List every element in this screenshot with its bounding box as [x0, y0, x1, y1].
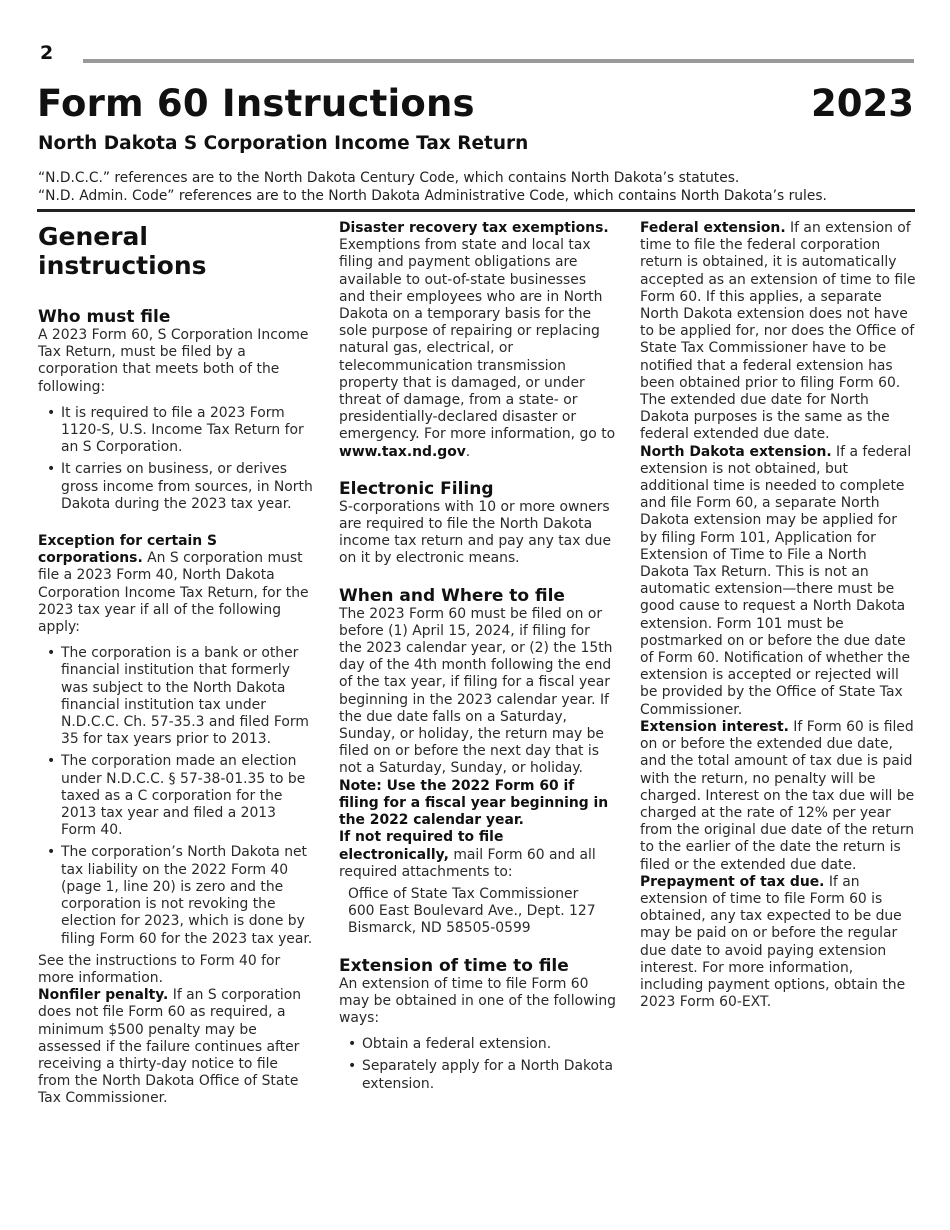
prepayment-lead: Prepayment of tax due. [640, 873, 825, 890]
prepayment-text: If an extension of time to file Form 60 is obtained, any tax expected to be due may be paid on or before the regular due date to avoid paying extension interest. For more information, including payment options, obtain the 2023 Form 60-EXT. [640, 873, 906, 1011]
column-1 [38, 220, 314, 1108]
list-item: • Obtain a federal extension. [339, 1036, 616, 1053]
exception-list [38, 645, 314, 947]
address-line: Bismarck, ND 58505-0599 [348, 920, 531, 937]
column-3 [640, 220, 916, 1011]
not-required-text: mail Form 60 and all required attachments to: [339, 846, 596, 880]
who-must-file-list [38, 405, 314, 513]
electronic-filing-heading: Electronic Filing [339, 478, 494, 499]
federal-extension-lead: Federal extension. [640, 220, 786, 236]
exception-lead: Exception for certain S corporations. [38, 533, 217, 567]
extension-interest-lead: Extension interest. [640, 718, 789, 735]
page-title: Form 60 Instructions [37, 82, 475, 125]
code-references [38, 169, 918, 205]
nd-extension-lead: North Dakota extension. [640, 443, 832, 460]
column-2 [339, 220, 616, 1098]
prepayment-paragraph [640, 874, 916, 1012]
disaster-lead: Disaster recovery tax exemptions. [339, 220, 609, 236]
who-must-file-intro: A 2023 Form 60, S Corporation Income Tax Return, must be filed by a corporation that meets both of the following: [38, 327, 309, 395]
federal-extension-text: If an extension of time to file the federal corporation return is obtained, it is automatically accepted as an extension of time to file Form 60. If this applies, a separate North Dakota extension does not have to be applied for, nor does the Office of State Tax Commissioner have to be notified that a federal extension has been obtained prior to filing Form 60. The extended due date for North Dakota purposes is the same as the federal extended due date. [640, 220, 916, 443]
electronic-filing-text: S-corporations with 10 or more owners are required to file the North Dakota income tax return and pay any tax due on it by electronic means. [339, 498, 611, 567]
top-rule [83, 59, 914, 63]
see-instructions-text: See the instructions to Form 40 for more information. [38, 952, 281, 986]
nonfiler-paragraph [38, 987, 314, 1107]
general-instructions-heading: General instructions [38, 222, 207, 280]
page-subtitle: North Dakota S Corporation Income Tax Return [38, 133, 529, 154]
ndcc-reference: “N.D.C.C.” references are to the North Dakota Century Code, which contains North Dakota’s statutes. [38, 170, 740, 186]
mailing-address [339, 886, 616, 938]
list-item: • It is required to file a 2023 Form 1120-S, U.S. Income Tax Return for an S Corporation. [38, 405, 314, 457]
list-item: • The corporation made an election under N.D.C.C. § 57-38-01.35 to be taxed as a C corporation for the 2013 tax year and filed a 2013 Form 40. [38, 753, 314, 839]
list-item: • The corporation is a bank or other financial institution that formerly was subject to the North Dakota financial institution tax under N.D.C.C. Ch. 57-35.3 and filed Form 35 for tax years prior to 2013. [38, 645, 314, 748]
nd-extension-text: If a federal extension is not obtained, but additional time is needed to complete and file Form 60, a separate North Dakota extension may be applied for by filing Form 101, Application for Extension of Time to File a North Dakota Tax Return. This is not an automatic extension—there must be good cause to request a North Dakota extension. Form 101 must be postmarked on or before the due date of Form 60. Notification of whether the extension is accepted or rejected will be provided by the Office of State Tax Commissioner. [640, 443, 912, 718]
extension-interest-text: If Form 60 is filed on or before the extended due date, and the total amount of tax due is paid with the return, no penalty will be charged. Interest on the tax due will be charged at the rate of 12% per year from the original due date of the return to the earlier of the date the return is filed or the extended due date. [640, 718, 915, 873]
extension-list [339, 1036, 616, 1093]
nonfiler-lead: Nonfiler penalty. [38, 987, 169, 1004]
exception-paragraph [38, 533, 314, 636]
fiscal-year-note: Note: Use the 2022 Form 60 if filing for a fiscal year beginning in the 2022 calendar year. [339, 777, 609, 829]
when-where-text: The 2023 Form 60 must be filed on or before (1) April 15, 2024, if filing for the 2023 calendar year, or (2) the 15th day of the 4th month following the end of the tax year, if filing for a fiscal year beginning in the 2023 calendar year. If the due date falls on a Saturday, Sunday, or holiday, the return may be filed on or before the next day that is not a Saturday, Sunday, or holiday. [339, 605, 613, 777]
tax-year: 2023 [811, 82, 914, 125]
list-item: • The corporation’s North Dakota net tax liability on the 2022 Form 40 (page 1, line 20) is zero and the corporation is not revoking the election for 2023, which is done by filing Form 60 for the 2023 tax year. [38, 844, 314, 947]
list-item: • It carries on business, or derives gross income from sources, in North Dakota during the 2023 tax year. [38, 461, 314, 513]
when-where-heading: When and Where to file [339, 585, 565, 606]
address-line: Office of State Tax Commissioner [348, 885, 579, 902]
page-number: 2 [40, 42, 54, 64]
not-required-lead: If not required to file electronically, [339, 829, 504, 863]
federal-extension-paragraph [640, 220, 916, 444]
extension-interest-paragraph [640, 719, 916, 874]
extension-heading: Extension of time to file [339, 955, 569, 976]
nd-extension-paragraph [640, 444, 916, 719]
exception-text: An S corporation must file a 2023 Form 40, North Dakota Corporation Income Tax Return, for the 2023 tax year if all of the following apply: [38, 550, 309, 636]
disaster-paragraph: Disaster recovery tax exemptions. Exemptions from state and local tax filing and payment obligations are available to out-of-state businesses and their employees who are in North Dakota on a temporary basis for the sole purpose of repairing or replacing natural gas, electrical, or telecommunication transmission property that is damaged, or under threat of damage, from a state- or presidentially-declared disaster or emergency. For more information, go to www.tax.nd.gov. [339, 220, 616, 460]
header-divider [37, 209, 915, 212]
who-must-file-heading: Who must file [38, 307, 171, 327]
tax-website-link[interactable]: www.tax.nd.gov [339, 443, 466, 460]
admin-code-reference: “N.D. Admin. Code” references are to the North Dakota Administrative Code, which contains North Dakota’s rules. [38, 188, 827, 204]
mail-paragraph [339, 829, 616, 881]
address-line: 600 East Boulevard Ave., Dept. 127 [348, 903, 596, 920]
list-item: • Separately apply for a North Dakota extension. [339, 1058, 616, 1092]
disaster-text: Exemptions from state and local tax filing and payment obligations are available to out-of-state businesses and their employees who are in North Dakota on a temporary basis for the sole purpose of repairing or replacing natural gas, electrical, or telecommunication transmission property that is damaged, or under threat of damage, from a state- or presidentially-declared disaster or emergency. For more information, go to [339, 237, 616, 443]
extension-text: An extension of time to file Form 60 may be obtained in one of the following ways: [339, 975, 616, 1026]
nonfiler-text: If an S corporation does not file Form 60 as required, a minimum $500 penalty may be assessed if the failure continues after receiving a thirty-day notice to file from the North Dakota Office of State Tax Commissioner. [38, 987, 302, 1107]
